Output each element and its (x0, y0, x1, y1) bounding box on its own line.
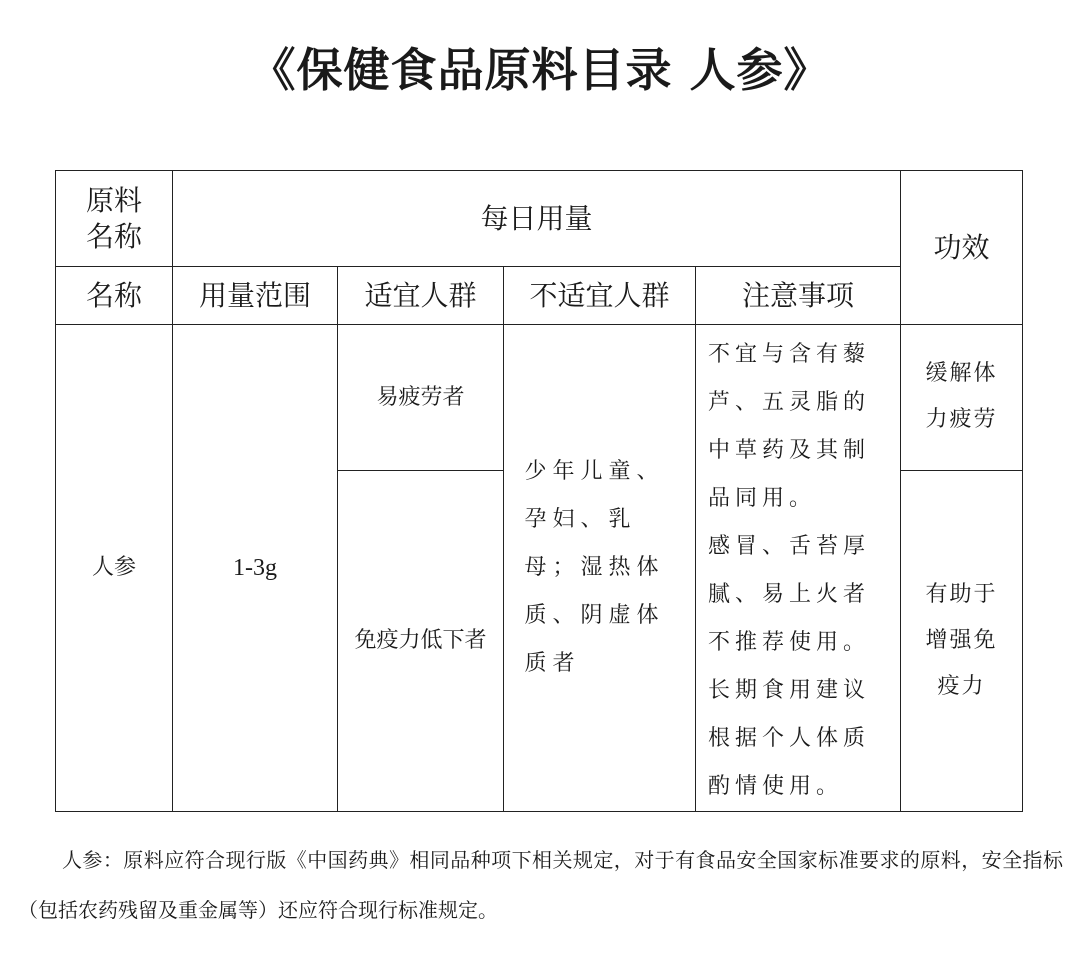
cell-dosage: 1-3g (173, 325, 338, 812)
notes-item-2: 感冒、舌苔厚腻、易上火者不推荐使用。 (708, 534, 871, 655)
header-dosage-range: 用量范围 (173, 267, 338, 325)
table-row (56, 325, 1023, 471)
header-effect: 功效 (901, 171, 1023, 325)
cell-notes (696, 325, 901, 812)
material-catalog-table (55, 170, 1023, 812)
cell-suitable-1: 易疲劳者 (338, 325, 504, 471)
cell-name: 人参 (56, 325, 173, 812)
footnote: 人参：原料应符合现行版《中国药典》相同品种项下相关规定，对于有食品安全国家标准要求的原料，安全指标（包括农药残留及重金属等）还应符合现行标准规定。 (18, 848, 1063, 922)
header-suitable-population: 适宜人群 (338, 267, 504, 325)
header-material-name: 原料名称 (56, 171, 173, 267)
notes-item-1: 不宜与含有藜芦、五灵脂的中草药及其制品同用。 (708, 342, 871, 511)
header-unsuitable-population: 不适宜人群 (504, 267, 696, 325)
cell-effect-2: 有助于增强免疫力 (901, 471, 1023, 812)
cell-effect-1: 缓解体力疲劳 (901, 325, 1023, 471)
header-notes: 注意事项 (696, 267, 901, 325)
notes-item-3: 长期食用建议根据个人体质酌情使用。 (708, 678, 871, 799)
header-daily-dosage: 每日用量 (173, 171, 901, 267)
header-name: 名称 (56, 267, 173, 325)
cell-unsuitable: 少年儿童、孕妇、乳母；湿热体质、阴虚体质者 (504, 325, 696, 812)
document-title: 《保健食品原料目录 人参》 (249, 43, 831, 97)
table-header-row-top (56, 171, 1023, 267)
table-header-row-sub (56, 267, 1023, 325)
cell-suitable-2: 免疫力低下者 (338, 471, 504, 812)
